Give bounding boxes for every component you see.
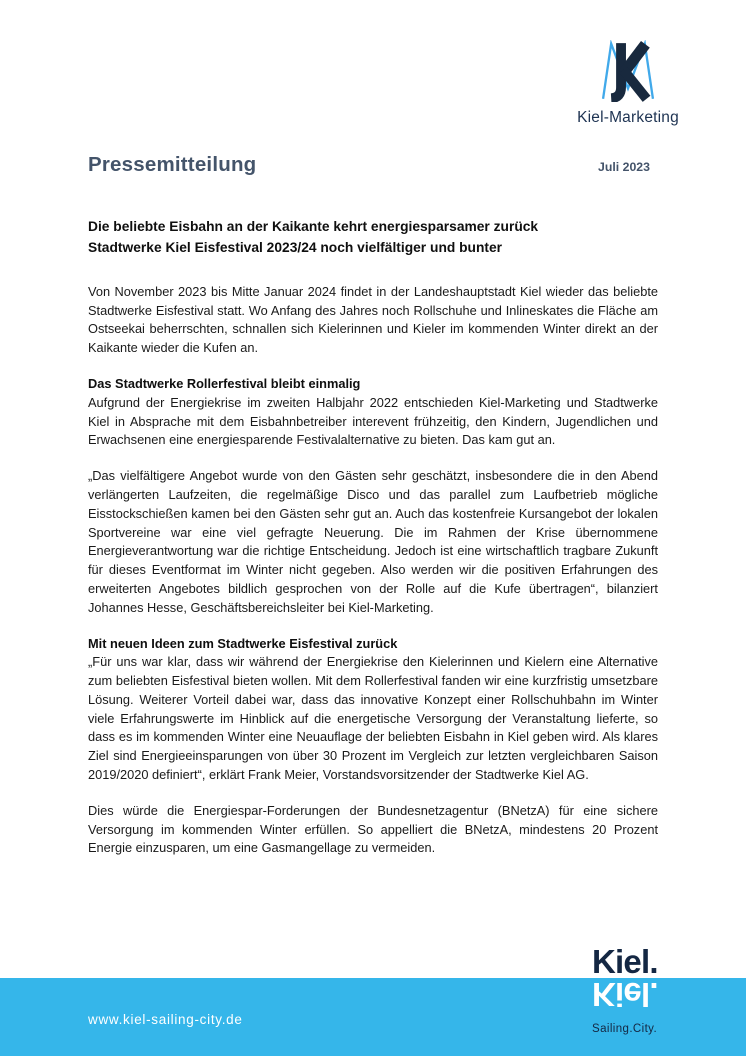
paragraph: „Für uns war klar, dass wir während der Energiekrise den Kielerinnen und Kielern eine Alternative zum beliebten Eisfestival bieten wollen. Mit dem Rollerfestival fanden wir eine kurzfristig umsetzbare Lösung. Weiterer Vorteil dabei war, dass das innovative Konzept einer Rollschuhbahn im Winter viele Erfahrungswerte im Hinblick auf die energetische Versorgung der Veranstaltung lieferte, so dass es im kommenden Winter eine Neuauflage der beliebten Eisbahn in Kiel geben wird. Als klares Ziel sind Energieeinsparungen von über 30 Prozent im Vergleich zur letzten vergleichbaren Saison 2019/2020 definiert“, erklärt Frank Meier, Vorstandsvorsitzender der Stadtwerke Kiel AG.	[88, 654, 658, 783]
headline-line-2: Stadtwerke Kiel Eisfestival 2023/24 noch vielfältiger und bunter	[88, 240, 503, 256]
footer-url-link[interactable]: www.kiel-sailing-city.de	[88, 1012, 243, 1027]
section-bnetza	[88, 802, 658, 858]
article-headline	[88, 216, 658, 259]
headline-line-1: Die beliebte Eisbahn an der Kaikante kehrt energiesparsamer zurück	[88, 219, 539, 234]
section-eisfestival	[88, 635, 658, 785]
kiel-wordmark: Kiel.	[592, 943, 658, 980]
kiel-marketing-logo	[576, 40, 680, 127]
section-heading: Das Stadtwerke Rollerfestival bleibt einmalig	[88, 375, 361, 391]
section-heading: Mit neuen Ideen zum Stadtwerke Eisfestival zurück	[88, 635, 398, 651]
paragraph: Dies würde die Energiespar-Forderungen der Bundesnetzagentur (BNetzA) für eine sichere Versorgung im kommenden Winter erfüllen. So appelliert die BNetzA, mindestens 20 Prozent Energie einzusparen, um eine Gasmangellage zu vermeiden.	[88, 802, 658, 856]
article-body	[88, 216, 658, 875]
section-intro	[88, 283, 658, 358]
section-rollerfestival	[88, 375, 658, 450]
sailing-city-tagline: Sailing.City.	[592, 1023, 658, 1035]
section-quote-hesse	[88, 467, 658, 617]
paragraph: „Das vielfältigere Angebot wurde von den Gästen sehr geschätzt, insbesondere die in den Abend verlängerten Laufzeiten, die regelmäßige Disco und das parallel zum Laufbetrieb mögliche Eisstockschießen kamen bei den Gästen sehr gut an. Auch das kostenfreie Kursangebot der lokalen Sportvereine war eine viel gefragte Neuerung. Die im Rahmen der Krise übernommene Energieverantwortung war die richtige Entscheidung. Jedoch ist eine wirtschaftlich tragbare Zukunft für dieses Eventformat im Winter nicht gegeben. Also werden wir die positiven Erfahrungen des erweiterten Angebotes bildlich gesprochen von der Rolle auf die Kufe übertragen“, bilanziert Johannes Hesse, Geschäftsbereichsleiter bei Kiel-Marketing.	[88, 468, 658, 615]
brand-wordmark: Kiel-Marketing	[577, 109, 679, 126]
date-label: Juli 2023	[598, 160, 650, 174]
page-title: Pressemitteilung	[88, 153, 257, 176]
kiel-wordmark-reflection: Kiel.	[592, 976, 658, 1013]
kiel-sailing-city-logo	[592, 943, 658, 1035]
title-row	[88, 153, 658, 177]
paragraph: Von November 2023 bis Mitte Januar 2024 findet in der Landeshauptstadt Kiel wieder das beliebte Stadtwerke Eisfestival statt. Wo Anfang des Jahres noch Rollschuhe und Inlineskates die Fläche am Ostseekai beherrschten, schnallen sich Kielerinnen und Kieler im kommenden Winter direkt an der Kaikante wieder die Kufen an.	[88, 283, 658, 356]
kiel-marketing-monogram-icon	[599, 40, 657, 102]
paragraph: Aufgrund der Energiekrise im zweiten Halbjahr 2022 entschieden Kiel-Marketing und Stadtwerke Kiel in Absprache mit dem Eisbahnbetreiber interevent frühzeitig, den Kindern, Jugendlichen und Erwachsenen eine energiesparende Festivalalternative zu bieten. Das kam gut an.	[88, 394, 658, 448]
